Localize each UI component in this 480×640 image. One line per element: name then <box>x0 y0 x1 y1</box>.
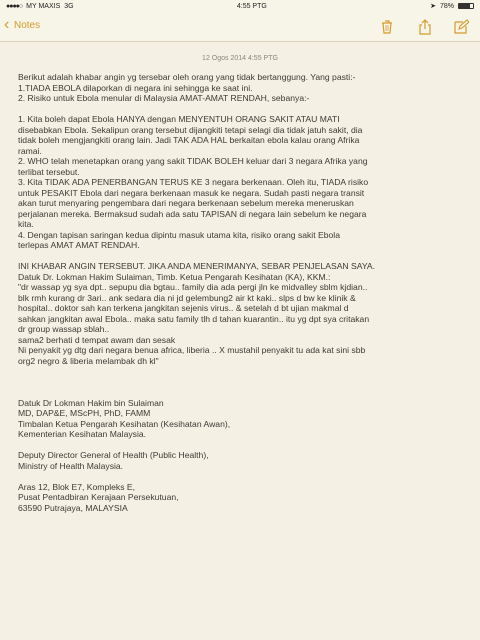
note-line: tidak boleh mengjangkiti orang lain. Jadi TAK ADA HAL berkaitan ebola kalau orang Afrika <box>18 135 360 145</box>
note-line: akan turut menyaring pengembara dari negara berkenaan sebelum mereka meneruskan <box>18 198 354 208</box>
carrier-name: MY MAXIS <box>26 2 61 10</box>
trash-icon[interactable] <box>378 18 396 36</box>
note-line: Timbalan Ketua Pengarah Kesihatan (Kesihatan Awan), <box>18 418 231 429</box>
note-blank-line <box>18 366 464 377</box>
note-line: 2. WHO telah menetapkan orang yang sakit TIDAK BOLEH keluar dari 3 negara Afrika yang <box>18 156 368 166</box>
note-line: blk rmh kurang dr 3ari.. ank sedara dia ni jd gelembung2 air kt kaki.. slps d bw ke klinik & <box>18 292 356 303</box>
note-date: 12 Ogos 2014 4:55 PTG <box>202 55 278 62</box>
note-line: 4. Dengan tapisan saringan kedua dipintu masuk utama kita, risiko orang sakit Ebola <box>18 229 340 240</box>
notes-back-button[interactable]: Notes <box>14 20 41 31</box>
share-icon[interactable] <box>416 18 434 36</box>
note-line: sama2 berhati d tempat awam dan sesak <box>18 334 176 345</box>
note-line: Deputy Director General of Health (Public Health), <box>18 450 209 460</box>
note-line: 1. Kita boleh dapat Ebola HANYA dengan MENYENTUH ORANG SAKIT ATAU MATI <box>18 114 340 124</box>
note-blank-line <box>18 387 464 398</box>
note-line: Aras 12, Blok E7, Kompleks E, <box>18 481 136 492</box>
note-line: 2. Risiko untuk Ebola menular di Malaysia AMAT-AMAT RENDAH, sebanya:- <box>18 93 310 103</box>
note-line: MD, DAP&E, MScPH, PhD, FAMM <box>18 408 151 418</box>
location-icon: ➤ <box>430 3 436 10</box>
battery-percent: 78% <box>439 2 454 10</box>
note-line: 63590 Putrajaya, MALAYSIA <box>18 502 128 513</box>
note-line: perjalanan mereka. Bermaksud sudah ada satu TAPISAN di negara lain sebelum ke negara <box>18 208 367 219</box>
status-bar <box>0 0 480 12</box>
note-line: ramai. <box>18 145 42 156</box>
note-body[interactable] <box>0 42 480 640</box>
note-blank-line <box>18 104 464 115</box>
network-type: 3G <box>64 2 74 10</box>
battery-icon <box>458 3 474 9</box>
note-line: Pusat Pentadbiran Kerajaan Persekutuan, <box>18 492 179 502</box>
note-line: org2 negro & liberia melambak dh kl" <box>18 355 159 366</box>
note-line: terlibat tersebut. <box>18 166 80 177</box>
note-line: untuk PESAKIT Ebola dari negara berkenaan masuk ke negara. Sudah pasti negara transit <box>18 187 365 198</box>
battery-fill <box>459 4 470 8</box>
compose-icon[interactable] <box>452 18 470 36</box>
note-line: INI KHABAR ANGIN TERSEBUT. JIKA ANDA MENERIMANYA, SEBAR PENJELASAN SAYA. <box>18 261 376 271</box>
note-line: terlepas AMAT AMAT RENDAH. <box>18 240 140 250</box>
note-line: dr group wassap sblah.. <box>18 324 110 334</box>
note-line: Berikut adalah khabar angin yg tersebar oleh orang yang tidak bertanggung. Yang pasti:- <box>18 72 356 82</box>
note-blank-line <box>18 471 464 482</box>
note-line: disebabkan Ebola. Sekalipun orang tersebut dijangkiti tetapi selagi dia tidak jatuh sakit, dia <box>18 124 363 135</box>
note-line: kita. <box>18 219 34 229</box>
note-line: Datuk Dr Lokman Hakim bin Sulaiman <box>18 397 164 408</box>
status-right <box>430 2 474 10</box>
back-chevron-icon[interactable]: ‹ <box>4 16 10 33</box>
note-line: Ministry of Health Malaysia. <box>18 460 124 471</box>
note-blank-line <box>18 377 464 388</box>
note-line: Kementerian Kesihatan Malaysia. <box>18 429 147 439</box>
note-line: hospital.. doktor sah kan terkena jangkitan sejenis virus.. & setelah d bt ujian makmal d <box>18 303 349 313</box>
note-line: Datuk Dr. Lokman Hakim Sulaiman, Timb. Ketua Pengarah Kesihatan (KA), KKM.: <box>18 271 331 282</box>
note-line: 1.TIADA EBOLA dilaporkan di negara ini sehingga ke saat ini. <box>18 82 253 93</box>
note-line: "dr wassap yg sya dpt.. sepupu dia bgtau.. family dia ada pergi jln ke midvalley sblm kjdian.. <box>18 282 368 292</box>
status-left <box>6 3 74 10</box>
status-time: 4:55 PTG <box>236 2 267 10</box>
nav-bar <box>0 12 480 42</box>
note-line: sahkan jangkitan awal Ebola.. maka satu family tlh d tahan kuarantin.. itu yg dpt sya critakan <box>18 313 370 324</box>
note-line: 3. Kita TIDAK ADA PENERBANGAN TERUS KE 3 negara berkenaan. Oleh itu, TIADA risiko <box>18 177 369 187</box>
note-blank-line <box>18 251 464 262</box>
note-blank-line <box>18 440 464 451</box>
signal-strength-icon: ●●●●○ <box>6 2 23 10</box>
note-line: Ni penyakit yg dtg dari negara benua africa, liberia .. X mustahil penyakit tu ada kat sini sbb <box>18 345 366 355</box>
note-text[interactable] <box>18 72 464 513</box>
